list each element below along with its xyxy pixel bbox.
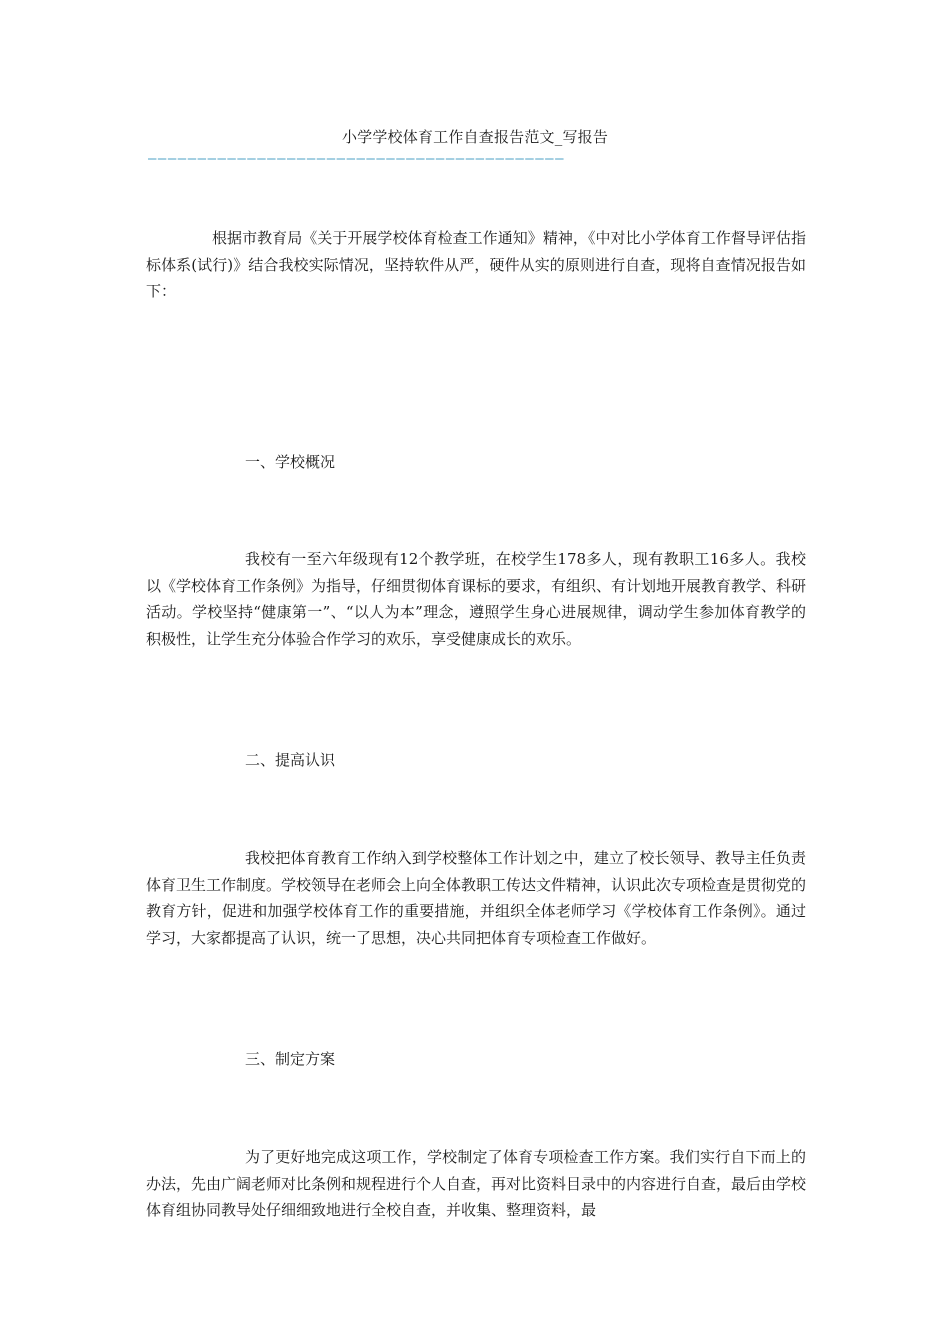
document-title: 小学学校体育工作自查报告范文_写报告 bbox=[341, 128, 609, 146]
section-heading-awareness: 二、提高认识 bbox=[245, 751, 336, 769]
section-heading-overview: 一、学校概况 bbox=[245, 453, 336, 471]
section-body-plan: 为了更好地完成这项工作，学校制定了体育专项检查工作方案。我们实行自下而上的办法，先由广阔老师对比条例和规程进行个人自查，再对比资料目录中的内容进行自查，最后由学校体育组协同教导处仔细细致地进行全校自查，并收集、整理资料，最 bbox=[146, 1148, 807, 1219]
section-body-awareness: 我校把体育教育工作纳入到学校整体工作计划之中，建立了校长领导、教导主任负责体育卫生工作制度。学校领导在老师会上向全体教职工传达文件精神，认识此次专项检查是贯彻党的教育方针，促进和加强学校体育工作的重要措施，并组织全体老师学习《学校体育工作条例》。通过学习，大家都提高了认识，统一了思想，决心共同把体育专项检查工作做好。 bbox=[146, 849, 807, 947]
section-heading-plan: 三、制定方案 bbox=[245, 1050, 336, 1068]
section-body-overview: 我校有一至六年级现有12个教学班，在校学生178多人，现有教职工16多人。我校以《学校体育工作条例》为指导，仔细贯彻体育课标的要求，有组织、有计划地开展教育教学、科研活动。学校坚持“健康第一”、“以人为本”理念，遵照学生身心进展规律，调动学生参加体育教学的积极性，让学生充分体验合作学习的欢乐，享受健康成长的欢乐。 bbox=[146, 550, 807, 648]
intro-paragraph: 根据市教育局《关于开展学校体育检查工作通知》精神，《中对比小学体育工作督导评估指标体系(试行)》结合我校实际情况，坚持软件从严，硬件从实的原则进行自查，现将自查情况报告如下： bbox=[146, 229, 806, 300]
title-divider: —————————————————————————————————————————— bbox=[148, 151, 566, 167]
